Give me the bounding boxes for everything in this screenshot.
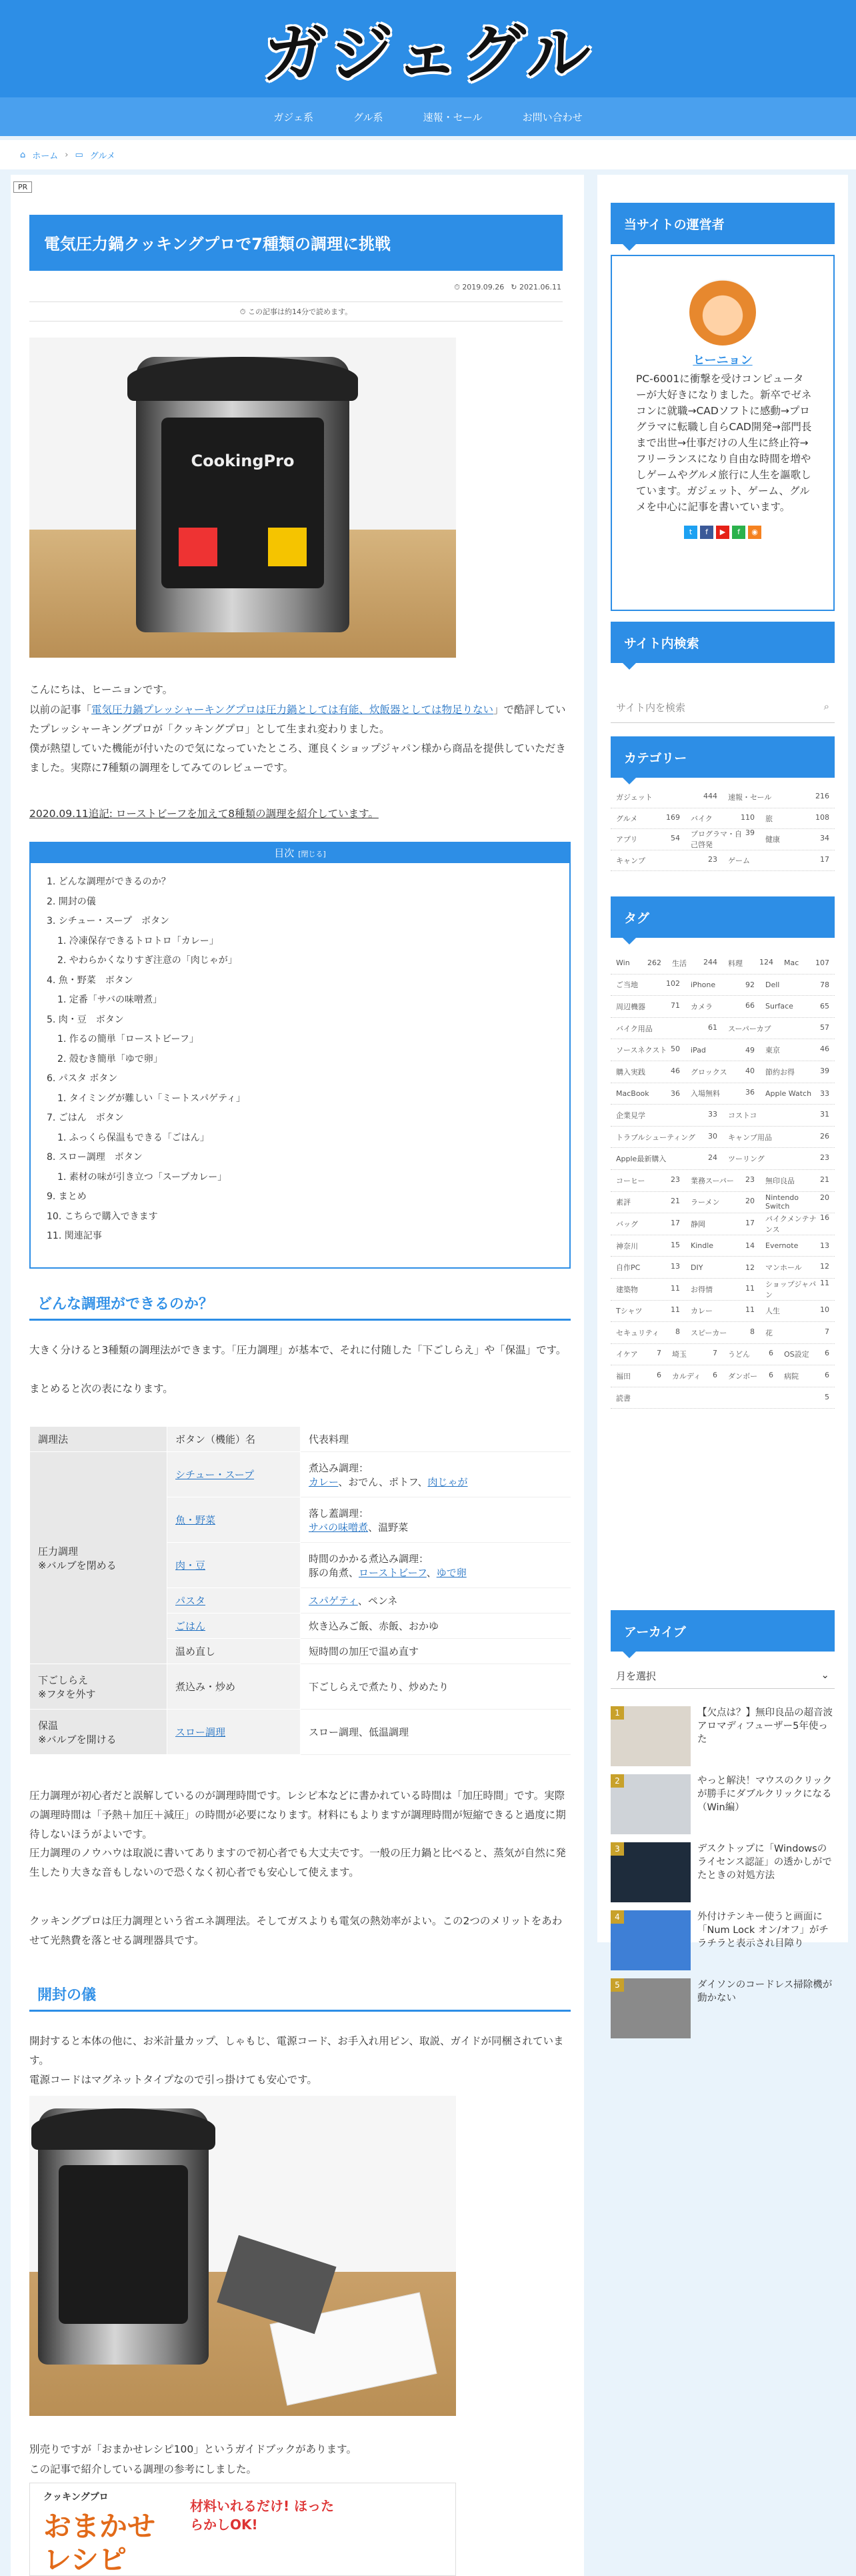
tag-item[interactable]: キャンプ用品 26 [728,1131,829,1142]
tag-item[interactable]: MacBook 36 [616,1089,680,1098]
feedly-icon[interactable]: f [732,526,745,539]
link-slow[interactable]: スロー調理 [175,1726,226,1738]
tag-row [611,1344,835,1366]
table-row: 温め直し 短時間の加圧で温め直す [30,1639,571,1664]
table-header: ボタン（機能）名 [167,1427,301,1452]
post-thumbnail[interactable] [611,1910,691,1970]
owner-name[interactable]: ヒーニョン [693,354,753,368]
tag-item[interactable]: DIY 12 [691,1263,755,1272]
section-heading-cooking: どんな調理ができるのか？ [29,1293,571,1321]
tag-item[interactable]: 建築物 11 [616,1283,680,1294]
post-thumbnail[interactable] [611,1706,691,1766]
tag-item[interactable]: 周辺機器 71 [616,1001,680,1011]
post-title[interactable]: デスクトップに「Windowsのライセンス認証」の透かしがでたときの対処方法 [697,1844,832,1881]
tag-item[interactable]: お得情 11 [691,1283,755,1294]
tag-row [611,996,835,1018]
article-dates [454,283,561,292]
owner-description: PC-6001に衝撃を受けコンピューターが大好きになりました。新卒でゼネコンに就職→CADソフトに感動→プログラマに転職し自らCAD開発→部門長まで出世→仕事だけの人生に終止符→フリーランスになり自由な時間を増やしゲームやグルメ旅行に人生を謳歌しています。ガジェット、ゲーム、グルメを中心に記事を書いています。 [636,373,812,513]
tag-item[interactable]: iPad 49 [691,1045,755,1055]
tag-item[interactable]: パイクメンテナンス 16 [765,1213,829,1234]
intro-greeting: こんにちは、ヒーニョンです。 [29,684,173,696]
toc-item[interactable]: 11. 関連記事 [47,1231,102,1241]
tag-item[interactable]: ショップジャパン 11 [765,1278,829,1299]
tag-item[interactable]: 病院 6 [784,1371,829,1381]
popular-post[interactable] [611,1774,835,1838]
pr-badge: PR [13,181,32,193]
search-widget-heading: サイト内検索 [611,622,835,663]
tag-row [611,1365,835,1387]
intro-paragraph-2: 僕が熱望していた機能が付いたので気になっていたところ、運良くショップジャパン様から商品を提供していただきました。実際に7種類の調理をしてみてのレビューです。 [29,742,566,774]
tag-row [611,1301,835,1323]
category-item[interactable]: ゲーム 17 [728,854,829,865]
table-row: 下ごしらえ ※フタを外す 煮込み・炒め 下ごしらえで煮たり、炒めたり [30,1664,571,1710]
tag-item[interactable]: スーパーカブ 57 [728,1023,829,1033]
category-item[interactable]: 旅 108 [765,812,829,823]
table-row: 圧力調理 ※バルブを閉める シチュー・スープ 煮込み調理： カレー、おでん、ポトフ、肉じゃが [30,1452,571,1497]
tag-widget-heading: タグ [611,896,835,938]
tag-row [611,1127,835,1149]
tag-item[interactable]: 読書 5 [616,1392,829,1403]
tag-item[interactable]: 企業見学 33 [616,1109,717,1120]
tag-item[interactable]: カメラ 66 [691,1001,755,1011]
tag-item[interactable]: 花 7 [765,1327,829,1337]
folder-icon: ▭ [75,149,83,160]
archive-widget-heading: アーカイブ [611,1610,835,1652]
tag-item[interactable]: バイク用品 61 [616,1023,717,1033]
tag-item[interactable]: 静岡 17 [691,1218,755,1229]
tag-row [611,1213,835,1235]
section-paragraph: 大きく分けると3種類の調理法ができます。「圧力調理」が基本で、それに付随した「下ごしらえ」や「保温」です。 [29,1344,567,1356]
section-paragraph: 開封すると本体の他に、お米計量カップ、しゃもじ、電源コード、お手入れ用ピン、取説、ガイドが同梱されています。 [29,2035,564,2066]
mode-pressure: 圧力調理 ※バルブを閉める [30,1452,167,1664]
toc-list [31,863,569,1247]
toc-item[interactable]: 10. こちらで購入できます [47,1211,158,1222]
tag-item[interactable]: ツーリング 23 [728,1153,829,1164]
tag-item[interactable]: Apple Watch 33 [765,1089,829,1098]
link-nikujaga[interactable]: 肉じゃが [427,1475,468,1488]
tag-item[interactable]: コストコ 31 [728,1109,829,1120]
tag-item[interactable]: Mac 107 [784,958,829,968]
tag-row [611,952,835,975]
toc-item[interactable]: 5. 肉・豆 ボタン [47,1014,124,1025]
category-widget-heading: カテゴリー [611,736,835,778]
toc-item[interactable]: 1. 冷凍保存できるトロトロ「カレー」 [57,935,219,946]
table-row: 保温 ※バルブを開ける スロー調理 スロー調理、低温調理 [30,1710,571,1755]
tag-item[interactable]: Surface 65 [765,1002,829,1011]
toc-toggle[interactable]: [閉じる] [298,850,326,858]
post-title[interactable]: やっと解決！マウスのクリックが勝手にダブルクリックになる（Win編） [697,1776,832,1813]
tag-item[interactable]: ご当地 102 [616,979,680,990]
tag-row [611,1018,835,1040]
table-row [30,1427,571,1452]
tag-item[interactable]: カレー 11 [691,1305,755,1316]
popular-post[interactable] [611,1978,835,2042]
category-item[interactable]: アプリ 54 [616,834,680,844]
tag-item[interactable]: 無印良品 21 [765,1175,829,1185]
tag-item[interactable]: Kindle 14 [691,1241,755,1251]
tag-row [611,1192,835,1214]
search-icon[interactable]: ⌕ [823,700,829,712]
book-title-2: レシピ [43,2543,127,2576]
tag-item[interactable]: グロックス 40 [691,1066,755,1077]
section-heading-unboxing: 開封の儀 [29,1984,571,2012]
tag-item[interactable]: Dell 78 [765,980,829,989]
breadcrumb-sep: › [65,149,69,160]
toc-item[interactable]: 1. 作るの簡単「ローストビーフ」 [57,1034,199,1045]
tag-item[interactable]: 東京 46 [765,1045,829,1055]
link-saba[interactable]: サバの味噌煮 [309,1521,369,1533]
toc-item[interactable]: 2. やわらかくなりすぎ注意の「肉じゃが」 [57,955,237,966]
intro-paragraph: 以前の記事「電気圧力鍋プレッシャーキングプロは圧力鍋としては有能、炊飯器としては物足りない」で酷評していたプレッシャーキングプロが「クッキングプロ」として生まれ変わりました。 [29,704,566,735]
tag-item[interactable]: ダンボー 6 [728,1371,773,1381]
tag-item[interactable]: Win 262 [616,958,661,968]
rank-badge: 5 [611,1978,624,1992]
toc-item[interactable]: 1. 定番「サバの味噌煮」 [57,995,162,1005]
section-paragraph: この記事で紹介している調理の参考にしました。 [29,2463,257,2475]
posted-date: ⏱ 2019.09.26 [454,283,505,291]
sidebar [597,175,848,2004]
product-photo [29,338,456,658]
toc-item[interactable]: 1. タイミングが難しい「ミートスパゲティ」 [57,1093,245,1104]
category-item[interactable]: 健康 34 [765,834,829,844]
book-tagline: 材料いれるだけ! ほったらかしOK! [190,2498,335,2533]
global-nav [0,97,856,136]
breadcrumb-category[interactable]: グルメ [89,151,116,161]
section-paragraph: 圧力調理が初心者だと誤解しているのが調理時間です。レシピ本などに書かれている時間は「加圧時間」です。実際の調理時間は「予熱＋加圧＋減圧」の時間が必要になります。材料にもよりますが調理時間が短縮できると過度に期待しないほうがよいです。 [29,1790,566,1840]
photo-brand-label: CookingPro [191,451,295,470]
rank-badge: 4 [611,1910,624,1924]
rank-badge: 2 [611,1774,624,1788]
category-item[interactable]: グルメ 169 [616,812,680,823]
popular-post[interactable] [611,1706,835,1770]
youtube-icon[interactable]: ▶ [716,526,729,539]
tag-item[interactable]: カルディ 6 [672,1371,717,1381]
tag-item[interactable]: 自作PC 13 [616,1262,680,1273]
tag-item[interactable]: 生活 244 [672,957,717,968]
site-logo[interactable]: ガジェグル [263,16,593,91]
tag-item[interactable]: OS設定 6 [784,1349,829,1359]
breadcrumb [0,140,856,169]
tag-cloud [611,952,835,1409]
table-row: パスタ スパゲティ、ペンネ [30,1588,571,1614]
link-curry[interactable]: カレー [309,1475,339,1488]
category-row [611,808,835,830]
tag-item[interactable]: 福田 6 [616,1371,661,1381]
category-list [611,787,835,871]
toc-item[interactable]: 3. シチュー・スープ ボタン [47,916,169,926]
tag-item[interactable]: Evernote 13 [765,1241,829,1251]
post-thumbnail[interactable] [611,1978,691,2038]
tag-row [611,1148,835,1170]
tag-item[interactable]: Apple最新購入 24 [616,1153,717,1164]
category-item[interactable]: キャンプ 23 [616,854,717,865]
cooking-modes-table [29,1426,571,1755]
tag-item[interactable]: マンホール 12 [765,1262,829,1273]
nav-sale[interactable]: 速報・セール [423,111,483,123]
post-thumbnail[interactable] [611,1842,691,1902]
book-series: クッキングプロ [43,2492,109,2503]
article-main [11,175,584,2576]
tag-item[interactable]: コーヒー 23 [616,1175,680,1185]
tag-item[interactable]: iPhone 92 [691,980,755,989]
facebook-icon[interactable]: f [700,526,713,539]
tag-row [611,1105,835,1127]
link-meat[interactable]: 肉・豆 [175,1559,206,1571]
tag-row [611,1039,835,1061]
table-header: 代表料理 [301,1427,571,1452]
link-egg[interactable]: ゆで卵 [436,1566,467,1579]
sns-links [612,526,833,539]
owner-profile [611,255,835,611]
table-row: 肉・豆 時間のかかる煮込み調理： 豚の角煮、ローストビーフ、ゆで卵 [30,1543,571,1588]
nav-gadget[interactable]: ガジェ系 [273,111,313,123]
toc-item[interactable]: 1. ふっくら保温もできる「ごはん」 [57,1132,209,1143]
tag-row [611,975,835,997]
tag-row [611,1257,835,1279]
toc-item[interactable]: 4. 魚・野菜 ボタン [47,975,133,986]
home-icon: ⌂ [20,149,26,160]
link-rice[interactable]: ごはん [175,1620,206,1632]
tag-item[interactable]: 入場無料 36 [691,1088,755,1099]
toc-item[interactable]: 9. まとめ [47,1191,87,1202]
post-title[interactable]: 外付けテンキー使うと画面に「Num Lock オン/オフ」がチラチラと表示され目障り [697,1912,829,1949]
tag-item[interactable]: ラーメン 20 [691,1197,755,1207]
mode-prep: 下ごしらえ ※フタを外す [30,1664,167,1710]
tag-item[interactable]: イケア 7 [616,1349,661,1359]
tag-item[interactable]: 業務スーパー 23 [691,1175,755,1185]
table-row: 魚・野菜 落し蓋調理： サバの味噌煮、温野菜 [30,1497,571,1543]
category-item[interactable]: バイク 110 [691,812,755,823]
owner-widget-heading: 当サイトの運営者 [611,203,835,244]
tag-row [611,1083,835,1105]
tag-row [611,1279,835,1301]
tag-item[interactable]: 購入実践 46 [616,1066,680,1077]
rank-badge: 3 [611,1842,624,1856]
tag-item[interactable]: 人生 10 [765,1305,829,1316]
book-title: おまかせ [43,2510,156,2543]
updated-date: ↻ 2021.06.11 [511,283,561,291]
owner-avatar [689,279,756,346]
section-paragraph: 圧力調理のノウハウは取説に書いてありますので初心者でも大丈夫です。一般の圧力鍋と比べると、蒸気が自然に発生したり大きな音もしないので恐くなく初心者でも安心して使えます。 [29,1847,566,1878]
popular-post[interactable] [611,1910,835,1974]
tag-item[interactable]: うどん 6 [728,1349,773,1359]
post-title[interactable]: 【欠点は？】無印良品の超音波アロマディフューザー5年使った [697,1708,833,1745]
tag-item[interactable]: 神奈川 15 [616,1240,680,1251]
previous-article-link[interactable]: 電気圧力鍋プレッシャーキングプロは圧力鍋としては有能、炊飯器としては物足りない [91,704,493,716]
site-header [0,0,856,97]
toc-item[interactable]: 1. 素材の味が引き立つ「スープカレー」 [57,1171,227,1183]
table-header: 調理法 [30,1427,167,1452]
tag-row [611,1322,835,1344]
toc-item[interactable]: 7. ごはん ボタン [47,1113,124,1123]
twitter-icon[interactable]: t [684,526,697,539]
link-stew[interactable]: シチュー・スープ [175,1469,255,1481]
tag-item[interactable]: 埼玉 7 [672,1349,717,1359]
rank-badge: 1 [611,1706,624,1720]
tag-item[interactable]: 料理 124 [728,957,773,968]
tag-item[interactable]: セキュリティ 8 [616,1327,680,1337]
section-paragraph: 電源コードはマグネットタイプなので引っ掛けても安心です。 [29,2074,317,2086]
popular-post[interactable] [611,1842,835,1906]
tag-row [611,1235,835,1257]
tag-item[interactable]: ソースネクスト 50 [616,1045,680,1055]
link-spaghetti[interactable]: スパゲティ [309,1595,358,1607]
breadcrumb-home[interactable]: ホーム [32,151,59,161]
tag-row [611,1387,835,1409]
category-row [611,787,835,808]
category-item[interactable]: プログラマ・自己啓発 39 [691,828,755,850]
section-paragraph: 別売りですが「おまかせレシピ100」というガイドブックがあります。 [29,2443,357,2455]
category-item[interactable]: 速報・セール 216 [728,792,829,802]
rss-icon[interactable]: ◉ [748,526,761,539]
tag-item[interactable]: 節約お得 39 [765,1066,829,1077]
toc-item[interactable]: 8. スロー調理 ボタン [47,1152,143,1163]
unboxing-photo [29,2096,456,2416]
toc-item[interactable]: 2. 開封の儀 [47,896,96,907]
link-fish[interactable]: 魚・野菜 [175,1514,216,1526]
read-time: ⏱ この記事は約14分で読めます。 [29,301,563,321]
tag-item[interactable]: 素評 21 [616,1197,680,1207]
nav-contact[interactable]: お問い合わせ [522,111,583,123]
nav-gourmet[interactable]: グル系 [353,111,383,123]
addendum-note: 2020.09.11追記: ローストビーフを加えて8種類の調理を紹介しています。 [29,808,379,820]
toc-header: 目次 [閉じる] [31,843,569,863]
post-thumbnail[interactable] [611,1774,691,1834]
recipe-book-photo [29,2483,456,2576]
tag-item[interactable]: Nintendo Switch 20 [765,1193,829,1211]
table-row: ごはん 炊き込みご飯、赤飯、おかゆ [30,1614,571,1639]
tag-item[interactable]: バッグ 17 [616,1218,680,1229]
section-paragraph: クッキングプロは圧力調理という省エネ調理法。そしてガスよりも電気の熱効率がよい。この2つのメリットをあわせて光熱費を落とせる調理器具です。 [29,1915,563,1946]
tag-row [611,1170,835,1192]
toc-item[interactable]: 2. 殻むき簡単「ゆで卵」 [57,1053,163,1065]
mode-keepwarm: 保温 ※バルブを開ける [30,1710,167,1755]
category-row [611,850,835,872]
article-title: 電気圧力鍋クッキングプロで7種類の調理に挑戦 [29,215,563,271]
tag-row [611,1061,835,1083]
toc-item[interactable]: 1. どんな調理ができるのか？ [47,876,171,887]
category-row [611,829,835,850]
link-roastbeef[interactable]: ローストビーフ [359,1566,427,1579]
category-item[interactable]: ガジェット 444 [616,792,717,802]
section-paragraph: まとめると次の表になります。 [29,1383,173,1395]
archive-select[interactable]: 月を選択 ⌄ [611,1662,835,1689]
post-title[interactable]: ダイソンのコードレス掃除機が動かない [697,1980,833,2004]
chevron-down-icon: ⌄ [821,1669,829,1681]
tag-item[interactable]: トラブルシューティング 30 [616,1131,717,1142]
table-of-contents [29,842,571,1269]
link-pasta[interactable]: パスタ [175,1595,206,1607]
tag-item[interactable]: Tシャツ 11 [616,1305,680,1316]
toc-item[interactable]: 6. パスタ ボタン [47,1073,118,1084]
tag-item[interactable]: スピーカー 8 [691,1327,755,1337]
site-search-input[interactable]: サイト内を検索 ⌕ [611,691,835,723]
